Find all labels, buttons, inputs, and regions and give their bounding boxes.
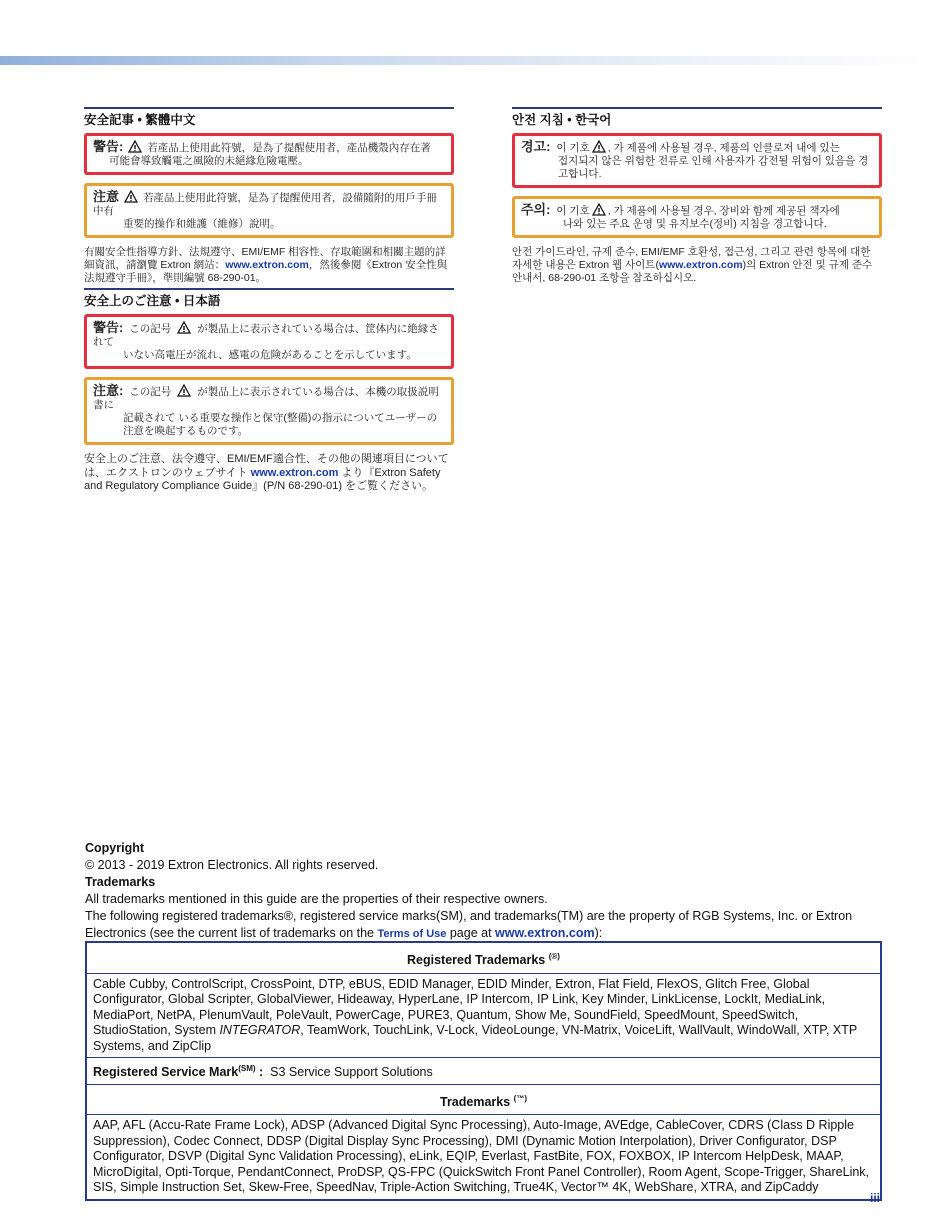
safety-paragraph: [512, 246, 882, 285]
caution-label: 注意: [93, 189, 120, 204]
caution-box: [84, 183, 454, 238]
extron-website-link[interactable]: www.extron.com: [658, 259, 743, 271]
following-text: The following registered trademarks®, registered service marks(SM), and trademarks(TM) are the property of RGB Systems, Inc. or Extron Electronics (see the current list of trademarks on the: [85, 909, 853, 940]
caution-triangle-icon: [177, 384, 191, 397]
following-text-end: ):: [594, 926, 603, 940]
extron-website-link[interactable]: www.extron.com: [495, 926, 595, 940]
safety-section-traditional-chinese: [84, 107, 454, 285]
list-text-italic: INTEGRATOR: [219, 1023, 301, 1038]
warning-triangle-icon: [592, 140, 606, 153]
warning-triangle-icon: [128, 140, 142, 153]
caution-text-cont: 記載されて いる重要な操作と保守(整備)の指示についてユーザーの注意を喚起するものです。: [123, 412, 438, 437]
section-heading: 安全上のご注意 • 日本語: [84, 288, 454, 309]
warning-label: 경고:: [521, 139, 551, 154]
header-gradient-bar: [0, 56, 950, 65]
service-mark-colon: :: [255, 1065, 264, 1080]
safety-paragraph: [84, 246, 454, 285]
terms-of-use-link[interactable]: Terms of Use: [377, 928, 447, 940]
paragraph-text: 안전 가이드라인, 규제 준수, EMI/EMF 호환성, 접근성, 그리고 관련 항목에 대한 자세한 내용은 Extron 웹 사이트(: [512, 246, 871, 271]
warning-text: この記号: [129, 323, 172, 335]
warning-text-cont: 접지되지 않은 위험한 전류로 인해 사용자가 감전될 위험이 있음을 경고합니다.: [558, 155, 869, 180]
registered-trademarks-list: [86, 973, 881, 1058]
warning-label: 警告:: [93, 320, 124, 335]
extron-website-link[interactable]: www.extron.com: [225, 259, 309, 271]
trademarks-heading: Trademarks: [85, 875, 156, 889]
list-text-end: , TeamWork, TouchLink, V-Lock, VideoLounge, VN-Matrix, VoiceLift, WallVault, WindoWall, XTP, XTP Systems, and ZipClip: [93, 1023, 857, 1053]
caution-text-mid: が製品上に表示されている場合は、本機の取扱説明書に: [93, 386, 439, 411]
safety-section-korean: [512, 107, 882, 285]
service-mark-sup: (SM): [238, 1064, 256, 1074]
safety-paragraph: [84, 453, 454, 494]
warning-box: [84, 314, 454, 369]
paragraph-text-end: )의 Extron 안전 및 규제 준수 안내서, 68-290-01 조항을 참조하십시오.: [512, 259, 873, 284]
trademarks-list: AAP, AFL (Accu-Rate Frame Lock), ADSP (Advanced Digital Sync Processing), Auto-Image, AVEdge, CableCover, CDRS (Class D Ripple Suppression), Codec Connect, DDSP (Digital Display Sync Processing), DMI (Dynamic Motion Interpolation), Driver Configurator, DSP Configurator, DSVP (Digital Sync Validation Processing), eLink, EQIP, Everlast, FastBite, FOX, FOXBOX, IP Intercom HelpDesk, MAAP, MicroDigital, Opti-Torque, PendantConnect, ProDSP, QS-FPC (QuickSwitch Front Panel Controller), Room Agent, Scope-Trigger, ShareLink, SIS, Simple Instruction Set, Skew-Free, SpeedNav, Triple-Action Switching, True4K, Vector™ 4K, WebShare, XTRA, and ZipCaddy: [86, 1115, 881, 1200]
trademarks-table: [85, 941, 882, 1201]
warning-box: [512, 133, 882, 188]
page-number: iii: [869, 1191, 880, 1205]
registered-trademarks-header: [86, 942, 881, 973]
caution-text: 이 기호: [556, 205, 590, 217]
caution-text-cont: 나와 있는 주요 운영 및 유지보수(정비) 지침을 경고합니다.: [563, 218, 827, 230]
following-text-mid: page at: [446, 926, 496, 940]
warning-text-mid: , 가 제품에 사용될 경우, 제품의 인클로저 내에 있는: [607, 142, 840, 154]
copyright-heading: Copyright: [85, 841, 145, 855]
registered-service-mark-row: [86, 1058, 881, 1085]
caution-label: 주의:: [521, 202, 551, 217]
trademark-mark: (™): [513, 1093, 527, 1103]
warning-text-cont: 可能會導致觸電之風險的未絕緣危險電壓。: [109, 155, 309, 167]
header-text: Trademarks: [440, 1094, 511, 1109]
caution-text-cont: 重要的操作和維護（維修）說明。: [123, 218, 281, 230]
list-text: Cable Cubby, ControlScript, CrossPoint, DTP, eBUS, EDID Manager, EDID Minder, Extron, Flat Field, FlexOS, Glitch Free, Global Configurator, Global Scripter, GlobalViewer, Hideaway, HyperLane, IP Intercom, IP Link, Key Minder, LinkLicense, LockIt, MediaLink, MediaPort, NetPA, PlenumVault, PoleVault, PowerCage, PURE3, Quantum, Show Me, SoundField, SpeedMount, SpeedSwitch, StudioStation, System: [93, 976, 826, 1038]
paragraph-text-end: ，然後參閱《Extron 安全性與法規遵守手冊》，準則編號 68-290-01。: [84, 259, 448, 284]
registered-mark: (®): [548, 952, 560, 961]
extron-website-link[interactable]: www.extron.com: [250, 466, 339, 479]
trademarks-header: [86, 1084, 881, 1115]
trademarks-text: All trademarks mentioned in this guide are the properties of their respective owners.: [85, 892, 548, 906]
copyright-text: © 2013 - 2019 Extron Electronics. All rights reserved.: [85, 858, 379, 872]
caution-triangle-icon: [124, 190, 138, 203]
service-mark-label: Registered Service Mark: [93, 1065, 239, 1080]
trademarks-following-text: [85, 908, 885, 943]
copyright-section: [85, 840, 885, 943]
paragraph-text-end: より『Extron Safety and Regulatory Compliance Guide』(P/N 68-290-01) をご覧ください。: [84, 466, 441, 492]
caution-box: [512, 196, 882, 238]
service-mark-text: S3 Service Support Solutions: [270, 1065, 433, 1080]
caution-triangle-icon: [592, 203, 606, 216]
header-text: Registered Trademarks: [407, 953, 546, 968]
section-heading: 安全記事 • 繁體中文: [84, 107, 454, 128]
warning-box: [84, 133, 454, 175]
warning-text: 이 기호: [556, 142, 590, 154]
paragraph-text: 安全上のご注意、法令遵守、EMI/EMF適合性、その他の関連項目については、エクストロンのウェブサイト: [84, 453, 449, 479]
warning-triangle-icon: [177, 321, 191, 334]
caution-label: 注意:: [93, 383, 124, 398]
caution-text-mid: , 가 제품에 사용될 경우, 장비와 함께 제공된 책자에: [607, 205, 840, 217]
warning-text: 若產品上使用此符號，是為了提醒使用者，產品機殼內存在著: [147, 142, 431, 154]
section-heading: 안전 지침 • 한국어: [512, 107, 882, 128]
warning-text-mid: が製品上に表示されている場合は、筐体内に絶縁されて: [93, 323, 439, 348]
safety-section-japanese: [84, 288, 454, 494]
paragraph-text: 有關安全性指導方針、法規遵守、EMI/EMF 相容性、存取範圍和相關主題的詳細資訊，請瀏覽 Extron 網站：: [84, 246, 446, 271]
caution-box: [84, 377, 454, 445]
warning-text-cont: いない高電圧が流れ、感電の危険があることを示しています。: [123, 349, 417, 361]
warning-label: 警告:: [93, 139, 124, 154]
caution-text: 若產品上使用此符號，是為了提醒使用者，設備隨附的用戶手冊中有: [93, 192, 437, 217]
caution-text: この記号: [129, 386, 172, 398]
